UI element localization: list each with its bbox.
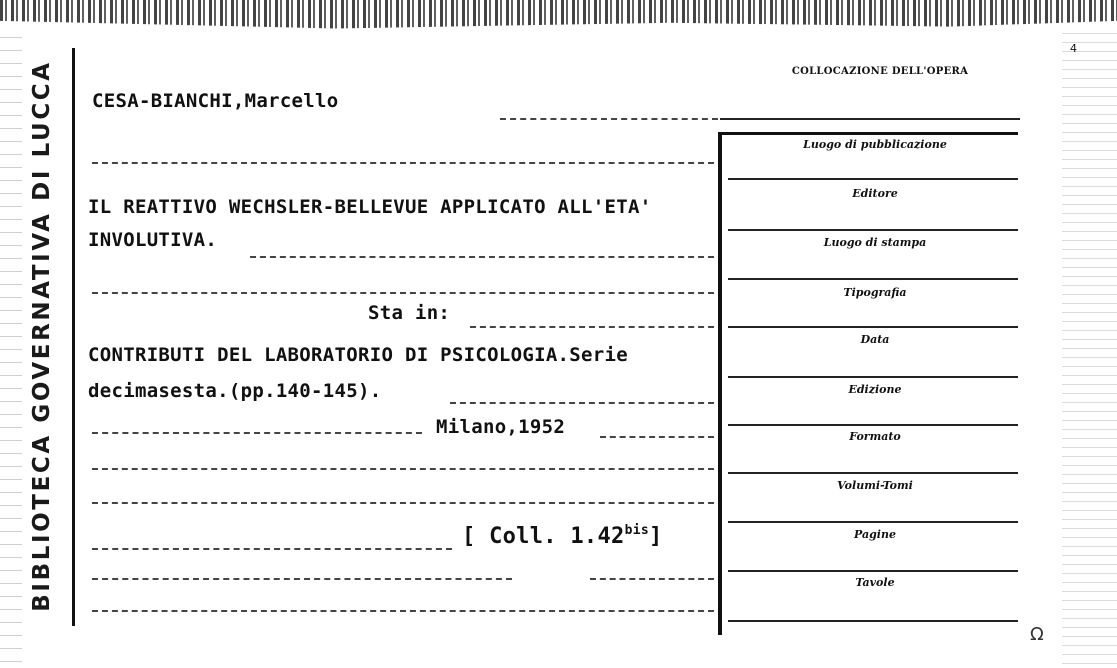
- panel-label-tipografia: Tipografia: [843, 286, 907, 299]
- dashed-rule: [92, 502, 714, 504]
- panel-line: [728, 521, 1018, 523]
- scan-noise-top: [0, 0, 1117, 38]
- panel-top-rule: [718, 132, 1018, 135]
- dashed-rule: [92, 162, 714, 164]
- panel-label-luogo-pubblicazione: Luogo di pubblicazione: [803, 138, 947, 151]
- panel-label-luogo-stampa: Luogo di stampa: [823, 236, 927, 249]
- library-name-vertical: [12, 44, 72, 628]
- panel-line: [728, 570, 1018, 572]
- panel-line: [728, 376, 1018, 378]
- dashed-rule: [450, 402, 714, 404]
- dashed-rule: [92, 432, 422, 434]
- panel-line: [728, 278, 1018, 280]
- call-number-suffix: bis: [624, 523, 649, 538]
- panel-label-volumi-tomi: Volumi-Tomi: [837, 479, 913, 492]
- panel-line: [728, 178, 1018, 180]
- source-line-1: CONTRIBUTI DEL LABORATORIO DI PSICOLOGIA.Serie: [88, 344, 628, 366]
- panel-line: [728, 326, 1018, 328]
- panel-vertical-rule: [718, 133, 722, 635]
- call-number-open-bracket: [: [462, 524, 476, 549]
- left-vertical-rule: [72, 48, 75, 626]
- panel-label-formato: Formato: [849, 430, 901, 443]
- dashed-rule: [600, 436, 714, 438]
- dashed-rule: [92, 292, 714, 294]
- source-line-2: decimasesta.(pp.140-145).: [88, 380, 382, 402]
- panel-label-pagine: Pagine: [854, 528, 896, 541]
- dashed-rule: [470, 326, 714, 328]
- dashed-rule: [92, 578, 512, 580]
- dashed-rule: [590, 578, 714, 580]
- panel-label-data: Data: [860, 333, 890, 346]
- author-name: CESA-BIANCHI,Marcello: [92, 90, 339, 112]
- title-line-1: IL REATTIVO WECHSLER-BELLEVUE APPLICATO ALL'ETA': [88, 196, 652, 218]
- panel-line: [728, 472, 1018, 474]
- call-number-close-bracket: ]: [648, 524, 663, 549]
- place-year: Milano,1952: [436, 416, 566, 438]
- rule: [720, 118, 1020, 120]
- call-number: [462, 524, 663, 549]
- panel-line: [728, 229, 1018, 231]
- call-number-value: 1.42: [570, 524, 625, 549]
- panel-line: [728, 620, 1018, 622]
- sta-in-label: Sta in:: [368, 302, 451, 324]
- panel-line: [728, 424, 1018, 426]
- library-name-text: BIBLIOTECA GOVERNATIVA DI LUCCA: [29, 60, 55, 612]
- collocazione-header: COLLOCAZIONE DELL'OPERA: [791, 66, 969, 77]
- dashed-rule: [92, 548, 452, 550]
- dashed-rule: [92, 610, 714, 612]
- corner-mark: Ω: [1030, 624, 1044, 645]
- call-number-prefix: Coll.: [489, 524, 557, 549]
- panel-label-tavole: Tavole: [855, 576, 895, 589]
- edge-marker: 4: [1070, 42, 1077, 55]
- panel-label-editore: Editore: [852, 187, 898, 200]
- scan-noise-right: [1062, 30, 1117, 668]
- panel-label-edizione: Edizione: [848, 383, 902, 396]
- title-line-2: INVOLUTIVA.: [88, 229, 218, 251]
- dashed-rule: [500, 118, 718, 120]
- dashed-rule: [250, 256, 714, 258]
- dashed-rule: [92, 468, 714, 470]
